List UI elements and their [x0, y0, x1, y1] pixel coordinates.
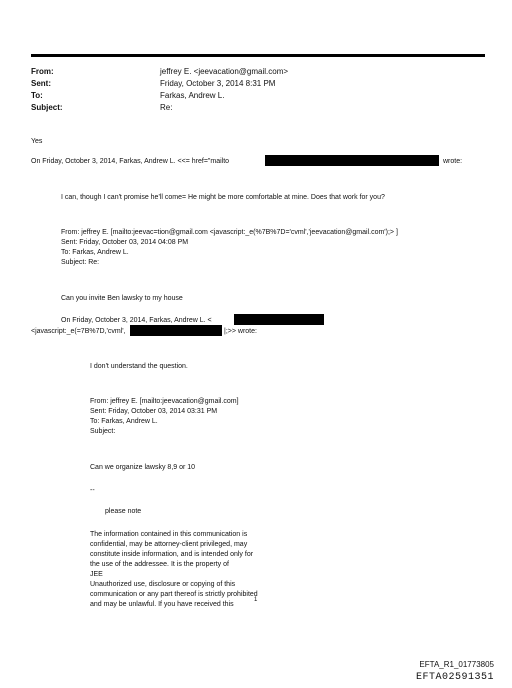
- message-2: Can you invite Ben lawsky to my house: [61, 295, 183, 302]
- from-value: jeffrey E. <jeevacation@gmail.com>: [160, 67, 289, 76]
- forward1-sent: Sent: Friday, October 03, 2014 04:08 PM: [61, 239, 189, 246]
- to-value: Farkas, Andrew L.: [160, 91, 225, 100]
- signature-dash: --: [90, 487, 95, 494]
- sent-label: Sent:: [31, 79, 51, 88]
- notice-line: and may be unlawful. If you have received this: [90, 601, 234, 608]
- quote1-wrote: wrote:: [443, 158, 463, 165]
- reply-text: Yes: [31, 138, 43, 145]
- notice-line: communication or any part thereof is strictly prohibited: [90, 591, 258, 598]
- message-1: I can, though I can't promise he'll come= He might be more comfortable at mine. Does that work for you?: [61, 194, 385, 201]
- notice-line: constitute inside information, and is intended only for: [90, 551, 254, 558]
- notice-line: The information contained in this communication is: [90, 531, 248, 538]
- forward1-from: From: jeffrey E. [mailto:jeevac=tion@gmail.com <javascript:_e(%7B%7D='cvml','jeevacation@gmail.com');> ]: [61, 229, 398, 236]
- subject-value: Re:: [160, 103, 173, 112]
- forward2-from: From: jeffrey E. [mailto:jeevacation@gmail.com]: [90, 398, 239, 405]
- forward1-to: To: Farkas, Andrew L.: [61, 249, 129, 256]
- sent-value: Friday, October 3, 2014 8:31 PM: [160, 79, 276, 88]
- forward2-subject: Subject:: [90, 428, 116, 435]
- bates-number-2: EFTA02591351: [415, 672, 494, 683]
- notice-line: the use of the addressee. It is the property of: [90, 561, 229, 568]
- notice-line: JEE: [90, 571, 103, 578]
- please-note: please note: [105, 508, 142, 515]
- header-rule: [31, 54, 485, 57]
- message-4: Can we organize lawsky 8,9 or 10: [90, 464, 196, 471]
- bates-number-1: EFTA_R1_01773805: [419, 660, 494, 669]
- page-number: 1: [254, 597, 258, 603]
- forward2-sent: Sent: Friday, October 03, 2014 03:31 PM: [90, 408, 218, 415]
- quote2-js: <javascript:_e(=7B%7D,'cvml',: [31, 328, 126, 335]
- notice-line: Unauthorized use, disclosure or copying of this: [90, 581, 236, 588]
- subject-label: Subject:: [31, 103, 63, 112]
- forward2-to: To: Farkas, Andrew L.: [90, 418, 158, 425]
- redaction-block: [130, 325, 222, 336]
- notice-line: confidential, may be attorney-client privileged, may: [90, 541, 248, 548]
- redaction-block: [234, 314, 324, 325]
- quote2-intro: On Friday, October 3, 2014, Farkas, Andrew L. <: [61, 317, 212, 324]
- forward1-subject: Subject: Re:: [61, 259, 100, 266]
- message-3: I don't understand the question.: [90, 363, 188, 370]
- quote1-intro: On Friday, October 3, 2014, Farkas, Andrew L. <<= href="mailto: [31, 158, 230, 165]
- redaction-block: [265, 155, 439, 166]
- quote2-wrote: |;>> wrote:: [224, 328, 257, 335]
- to-label: To:: [31, 91, 43, 100]
- from-label: From:: [31, 67, 54, 76]
